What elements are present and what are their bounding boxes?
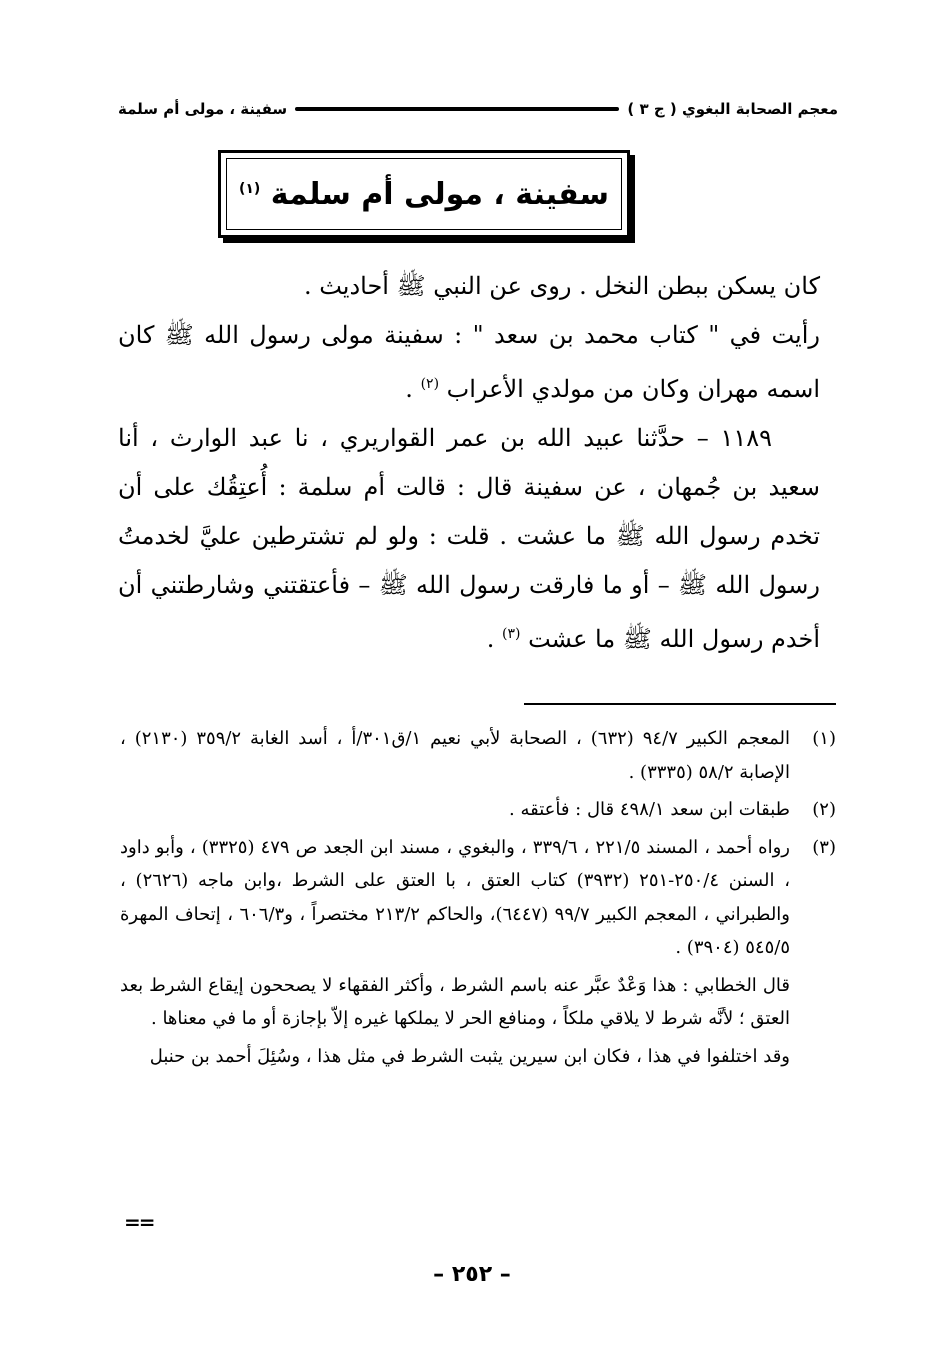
paragraph-1-text: كان يسكن ببطن النخل . روى عن النبي ﷺ أحاديث . [303, 272, 820, 300]
chapter-title [239, 177, 609, 212]
paragraph-1 [118, 262, 820, 311]
footnote-ref-3: (٣) [502, 626, 521, 642]
continuation-mark: == [124, 1210, 154, 1234]
footnotes [120, 722, 836, 1077]
hadith-1189-text: ١١٨٩ – حدَّثنا عبيد الله بن عمر القواريري ، نا عبد الوارث ، أنا سعيد بن جُمهان ، عن سفينة قال : قالت أم سلمة : أُعتِقُك على أن تخدم رسول الله ﷺ ما عشت . قلت : ولو لم تشترطين عليَّ لخدمتُ رسول الله ﷺ – أو ما فارقت رسول الله ﷺ – فأعتقتني وشارطتني أن أخدم رسول الله ﷺ ما عشت [118, 424, 820, 653]
header-section-title: سفينة ، مولى أم سلمة [118, 100, 288, 118]
header-book-title: معجم الصحابة البغوي ( ج ٣ ) [627, 100, 838, 118]
footnote-3-text: رواه أحمد ، المسند ٢٢١/٥ ، ٣٣٩/٦ ، والبغوي ، مسند ابن الجعد ص ٤٧٩ (٣٣٢٥) ، وأبو داود ، السنن ٢٥٠/٤-٢٥١ (٣٩٣٢) كتاب العتق ، با العتق على الشرط ،وابن ماجه (٢٦٢٦) ، والطبراني ، المعجم الكبير ٩٩/٧ (٦٤٤٧)، والحاكم ٢١٣/٢ مختصراً ، و٦٠٦/٣ ، إتحاف المهرة ٥٤٥/٥ (٣٩٠٤) . [120, 836, 791, 958]
hadith-1189 [118, 414, 820, 664]
footnote-3-continuation [120, 969, 836, 1074]
paragraph-2 [118, 311, 820, 414]
footnote-1-number: (١) [812, 728, 836, 749]
paragraph-2-end: . [405, 375, 421, 403]
footnote-3 [120, 831, 836, 965]
footnote-3-khattabi: قال الخطابي : هذا وَعْدٌ عبَّر عنه باسم الشرط ، وأكثر الفقهاء لا يصححون إيقاع الشرط بعد العتق ؛ لأنَّه شرط لا يلاقي ملكاً ، ومنافع الحر لا يملكها غيره إلاّ بإجازة أو ما في معناها . [120, 974, 790, 1029]
chapter-title-text: سفينة ، مولى أم سلمة [270, 176, 610, 212]
header-rule [295, 107, 619, 111]
footnote-2-text: طبقات ابن سعد ٤٩٨/١ قال : فأعتقه . [509, 799, 790, 820]
running-header [118, 96, 838, 122]
footnote-1 [120, 722, 836, 789]
chapter-title-box [218, 150, 630, 238]
hadith-1189-end: . [486, 625, 502, 653]
title-footnote-ref: (١) [238, 180, 261, 197]
footnote-2 [120, 793, 836, 827]
footnote-3-ikhtilaf: وقد اختلفوا في هذا ، فكان ابن سيرين يثبت الشرط في مثل هذا ، وسُئِلَ أحمد بن حنبل [149, 1045, 790, 1067]
footnote-2-number: (٢) [812, 799, 836, 820]
main-text [118, 262, 820, 664]
footnote-3-number: (٣) [812, 836, 836, 858]
paragraph-2-text: رأيت في " كتاب محمد بن سعد " : سفينة مولى رسول الله ﷺ كان اسمه مهران وكان من مولدي الأعراب [118, 321, 820, 403]
page-number: – ٢٥٢ – [433, 1262, 511, 1287]
footnote-1-text: المعجم الكبير ٩٤/٧ (٦٣٢) ، الصحابة لأبي نعيم ١/ق٣٠١/أ ، أسد الغابة ٣٥٩/٢ (٢١٣٠) ، الإصابة ٥٨/٢ (٣٣٣٥) . [120, 728, 791, 783]
footnote-ref-2: (٢) [420, 376, 440, 392]
footnote-separator [524, 703, 836, 705]
